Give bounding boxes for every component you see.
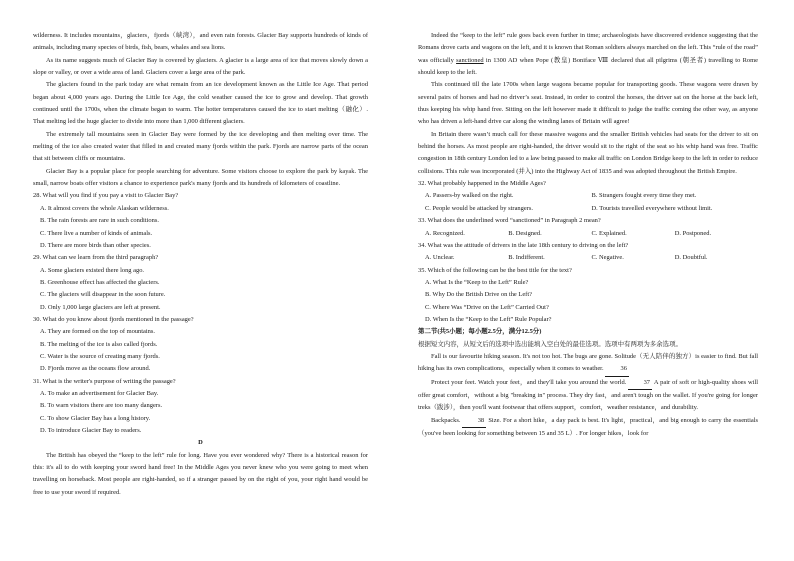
text-run: A pair of soft or high-quality shoes will offer great comfort，without a big "breaking in" process. They dry fast，and aren't tough on the wallet. If you're going for longer treks（跋涉），then you'll want footwear that offers support，comfort，weather resistance，and durability. [418,378,758,412]
section-heading: 第二节(共5小题；每小题2.5分，满分12.5分) [418,328,542,336]
option: D. Postponed. [674,229,712,237]
option: C. Explained. [591,229,627,237]
option: B. Indifferent. [508,254,545,262]
text-run: Protect your feet. Watch your feet，and they'll take you around the world. [431,378,627,386]
option: B. Why Do the British Drive on the Left? [425,291,532,299]
option: C. There live a number of kinds of animals. [40,229,153,237]
paragraph: As its name suggests much of Glacier Bay is covered by glaciers. A glacier is a large area of ice that moves slowly down a slope or valley, or over a wide area of land. Glaciers cover a large area of the park. [33,56,368,77]
option: D. Fjords move as the oceans flow around. [40,365,151,373]
options-row [425,190,758,202]
question-33: 33. What does the underlined word “sanctioned” in Paragraph 2 mean? [418,217,601,225]
paragraph [418,415,758,441]
option: B. Strangers fought every time they met. [591,192,697,200]
question-31: 31. What is the writer's purpose of writing the passage? [33,377,176,385]
instruction: 根据短文内容，从短文后的选项中选出能填入空白处的最佳选项。选项中有两项为多余选项。 [418,340,682,348]
option: C. Water is the source of creating many fjords. [40,352,160,360]
option: A. Unclear. [425,254,455,262]
option: B. The rain forests are rare in such conditions. [40,217,159,225]
paragraph [418,30,758,79]
option: D. Doubtful. [674,254,708,262]
text-run: Size. For a short hike，a day pack is best. It's light，practical，and big enough to carry the essentials （you've been looking for something between 15 and 35 L）. For longer hikes，look for [418,416,759,437]
option: A. To make an advertisement for Glacier Bay. [40,389,159,397]
option: C. The glaciers will disappear in the soon future. [40,291,166,299]
blank-38: 38 [462,415,486,428]
question-34: 34. What was the attitude of drivers in the late 18th century to driving on the left? [418,241,629,249]
paragraph: wilderness. It includes mountains，glaciers，fjords（峡湾），and even rain forests. Glacier Bay supports hundreds of kinds of animals, including many species of birds, fish, bears, whales and sea lions. [33,32,368,52]
option: A. What Is the “Keep to the Left” Rule? [425,278,529,286]
option: C. To show Glacier Bay has a long history. [40,414,151,422]
paragraph: The British has obeyed the “keep to the left” rule for long. Have you ever wondered why? There is a historical reason for this: it's all to do with keeping your sword hand free! In the Middle Ages you never knew who you were going to meet when travelling on horseback. Most people are right-handed, so if a stranger passed by on the right of you, your right hand would be free to use your sword if required. [33,451,368,496]
options-row [425,252,758,264]
option: D. Tourists travelled everywhere without limit. [591,204,713,212]
option: D. Only 1,000 large glaciers are left at present. [40,303,161,311]
option: A. Some glaciers existed there long ago. [40,266,145,274]
paragraph [418,351,758,377]
text-run: in 1300 AD when Pope (教皇) Boniface Ⅷ declared that all pilgrims (朝圣者) travelling to Rome should keep to the left. [418,56,758,77]
question-30: 30. What do you know about fjords mentioned in the passage? [33,315,194,323]
option: A. Passers-by walked on the right. [425,192,514,200]
option: B. Designed. [508,229,542,237]
question-35: 35. Which of the following can be the best title for the text? [418,266,572,274]
left-column [33,30,368,499]
blank-36: 36 [605,363,629,376]
text-run: Indeed the “keep to the left” rule goes back even further in time; archaeologists have discovered evidence suggesting that the Romans drove carts and wagons on the left, and it is known that Roman soldiers always marched on the left. This “rule of the road” was officially [418,32,758,64]
option: B. The melting of the ice is also called fjords. [40,340,158,348]
option: A. They are formed on the top of mountains. [40,328,156,336]
paragraph: In Britain there wasn’t much call for these massive wagons and the smaller British vehicles had seats for the driver to sit on behind the horses. As most people are right-handed, the driver would sit to the right of the seat so his whip hand was free. Traffic congestion in 18th century London led to a law being passed to make all traffic on London Bridge keep to the left in order to reduce collisions. This rule was incorporated (并入) into the Highway Act of 1835 and was adopted throughout the British Empire. [418,130,758,175]
question-32: 32. What probably happened in the Middle Ages? [418,180,546,188]
text-run: Backpacks. [431,416,461,424]
paragraph: The extremely tall mountains seen in Glacier Bay were formed by the ice developing and then melting over time. The melting of the ice also created water that filled in and created many fjords within the park. Fjords are narrow parts of the ocean that sit between cliffs or mountains. [33,130,368,163]
paragraph: This continued till the late 1700s when large wagons became popular for transporting goods. These wagons were drawn by several pairs of horses and had no driver’s seat. Instead, in order to control the horses, the driver sat on the horse at the back left, thus keeping his whip hand free. Sitting on the left however made it difficult to judge the traffic coming the other way, as anyone who has driven a left-hand drive car along the winding lanes of Britain will agree! [418,81,758,126]
option: B. Greenhouse effect has affected the glaciers. [40,278,160,286]
option: D. There are more birds than other species. [40,241,151,249]
option: C. Where Was “Drive on the Left” Carried Out? [425,303,549,311]
text-run: Fall is our favourite hiking season. It's not too hot. The bugs are gone. Solitude（无人陪伴的独方）is easier to find. But fall hiking has its own complications，especially when it comes to weather. [418,352,758,373]
option: D. To introduce Glacier Bay to readers. [40,427,142,434]
option: C. People would be attacked by strangers. [425,204,533,212]
blank-37: 37 [628,377,652,390]
right-column [418,30,758,440]
underlined-word: sanctioned [456,56,484,64]
option: A. It almost covers the whole Alaskan wilderness. [40,204,169,212]
option: B. To warn visitors there are too many dangers. [40,402,163,410]
option: C. Negative. [591,254,624,262]
section-heading: D [198,439,203,447]
paragraph [418,377,758,415]
question-29: 29. What can we learn from the third paragraph? [33,254,159,262]
question-28: 28. What will you find if you pay a visit to Glacier Bay? [33,192,179,200]
options-row [425,203,758,215]
paragraph: Glacier Bay is a popular place for people searching for adventure. Some visitors choose to explore the park by kayak. The small, narrow boats offer visitors a chance to experience park's many fjords and its hundreds of kilometers of coastline. [33,167,368,188]
paragraph: The glaciers found in the park today are what remain from an ice development known as the Little Ice Age. That period began about 4,000 years ago. During the Little Ice Age, the cold weather caused the ice to grow and develop. That growth continued until the 1700s, when the climate began to warm. The hotter temperatures caused the ice to start melting（融化）. That melting led the huge glacier to divide into more than 1,000 different glaciers. [33,81,368,126]
option: D. When Is the “Keep to the Left” Rule Popular? [425,315,552,323]
options-row [425,228,758,240]
option: A. Recognized. [425,229,465,237]
